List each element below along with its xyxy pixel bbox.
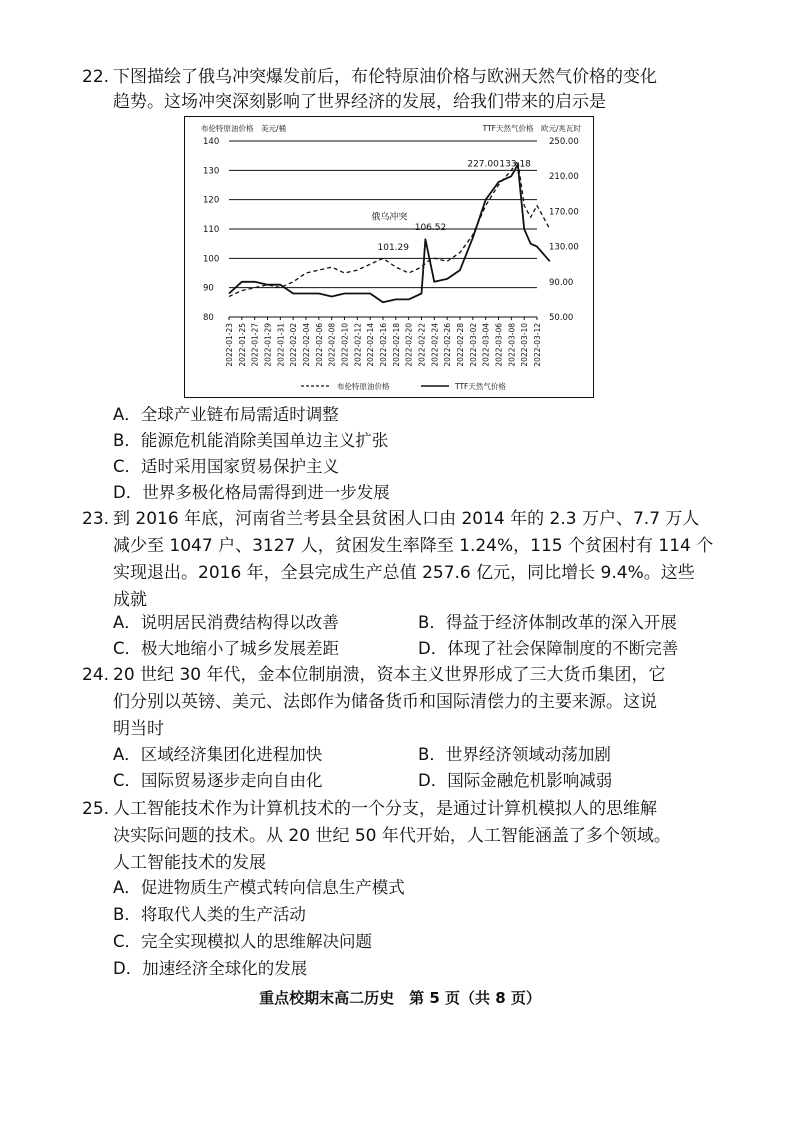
left-tick-label: 120 [203, 195, 220, 206]
price-chart [184, 116, 594, 398]
legend-label-brent: 布伦特原油价格 [337, 382, 390, 391]
x-tick-label: 2022-03-06 [494, 323, 504, 367]
question-25-option-a[interactable]: A．促进物质生产模式转向信息生产模式 [113, 878, 405, 897]
x-tick-label: 2022-02-20 [404, 323, 414, 367]
question-23-option-a[interactable]: A．说明居民消费结构得以改善 [113, 613, 339, 632]
x-tick-label: 2022-02-22 [417, 323, 427, 367]
data-label: 101.29 [377, 243, 410, 254]
x-tick-label: 2022-01-29 [263, 323, 273, 367]
data-label: 133.18 [499, 159, 531, 170]
page-footer: 重点校期末高二历史 第 5 页（共 8 页） [259, 989, 541, 1007]
left-tick-label: 110 [203, 225, 220, 235]
question-22-option-b[interactable]: B．能源危机能消除美国单边主义扩张 [113, 431, 389, 450]
x-tick-label: 2022-02-12 [353, 323, 363, 367]
left-tick-label: 130 [203, 166, 220, 177]
right-tick-label: 250.00 [549, 137, 579, 147]
x-tick-label: 2022-01-27 [250, 323, 260, 367]
question-23-option-d[interactable]: D．体现了社会保障制度的不断完善 [418, 639, 679, 658]
question-22-option-a[interactable]: A．全球产业链布局需适时调整 [113, 405, 339, 424]
question-24-text-line3: 明当时 [113, 719, 164, 739]
price-line-chart [185, 117, 592, 396]
question-23-option-c[interactable]: C．极大地缩小了城乡发展差距 [113, 639, 340, 658]
question-23-text-line3: 实现退出。2016 年，全县完成生产总值 257.6 亿元，同比增长 9.4%。这些 [113, 563, 695, 583]
question-25-option-d[interactable]: D．加速经济全球化的发展 [113, 959, 308, 978]
question-23-text-line2: 减少至 1047 户、3127 人，贫困发生率降至 1.24%，115 个贫困村有 114 个 [113, 536, 714, 556]
question-25-option-c[interactable]: C．完全实现模拟人的思维解决问题 [113, 932, 373, 951]
question-22-text-line1: 下图描绘了俄乌冲突爆发前后，布伦特原油价格与欧洲天然气价格的变化 [113, 67, 657, 87]
left-tick-label: 140 [203, 137, 220, 147]
question-24-text-line1: 20 世纪 30 年代，金本位制崩溃，资本主义世界形成了三大货币集团，它 [113, 665, 666, 685]
question-23-number: 23. [82, 509, 110, 529]
left-tick-label: 100 [203, 254, 220, 265]
x-tick-label: 2022-02-16 [379, 323, 388, 367]
question-24-text-line2: 们分别以英镑、美元、法郎作为储备货币和国际清偿力的主要来源。这说 [113, 692, 657, 712]
question-22-option-c[interactable]: C．适时采用国家贸易保护主义 [113, 457, 340, 476]
right-tick-label: 130.00 [549, 242, 579, 253]
question-25-text-line3: 人工智能技术的发展 [113, 853, 266, 873]
x-tick-label: 2022-02-24 [430, 323, 440, 367]
question-24-option-d[interactable]: D．国际金融危机影响减弱 [418, 771, 613, 790]
x-tick-label: 2022-02-06 [314, 323, 324, 367]
x-tick-label: 2022-02-18 [391, 323, 401, 367]
question-25-text-line1: 人工智能技术作为计算机技术的一个分支，是通过计算机模拟人的思维解 [113, 799, 657, 819]
ttf-gas-line [229, 165, 550, 303]
left-axis-label: 布伦特原油价格 美元/桶 [201, 124, 287, 133]
data-label: 俄乌冲突 [371, 212, 408, 223]
question-23-text-line1: 到 2016 年底，河南省兰考县全县贫困人口由 2014 年的 2.3 万户、7.7 万人 [113, 509, 700, 529]
x-tick-label: 2022-01-25 [237, 323, 247, 367]
x-tick-label: 2022-03-12 [533, 323, 542, 367]
question-23-option-b[interactable]: B．得益于经济体制改革的深入开展 [418, 613, 677, 632]
question-22-text-line2: 趋势。这场冲突深刻影响了世界经济的发展，给我们带来的启示是 [113, 92, 606, 112]
data-label: 227.00 [467, 159, 499, 170]
question-22-option-d[interactable]: D．世界多极化格局需得到进一步发展 [113, 483, 390, 502]
question-25-number: 25. [82, 799, 110, 819]
x-tick-label: 2022-02-04 [302, 323, 311, 367]
legend-label-ttf: TTF天然气价格 [455, 382, 506, 391]
right-tick-label: 50.00 [549, 313, 574, 323]
question-24-number: 24. [82, 665, 110, 685]
x-tick-label: 2022-02-02 [289, 323, 299, 367]
x-tick-label: 2022-03-10 [520, 323, 530, 367]
question-24-option-b[interactable]: B．世界经济领域动荡加剧 [418, 745, 611, 764]
left-tick-label: 80 [203, 313, 214, 323]
question-24-option-a[interactable]: A．区域经济集团化进程加快 [113, 745, 323, 764]
x-tick-label: 2022-02-10 [340, 323, 350, 367]
left-tick-label: 90 [203, 283, 214, 294]
x-tick-label: 2022-03-02 [468, 323, 478, 367]
x-tick-label: 2022-03-08 [507, 323, 517, 367]
x-tick-label: 2022-01-23 [225, 323, 234, 367]
x-tick-label: 2022-03-04 [481, 323, 491, 367]
right-tick-label: 90.00 [549, 277, 574, 288]
question-25-text-line2: 决实际问题的技术。从 20 世纪 50 年代开始，人工智能涵盖了多个领域。 [113, 826, 671, 846]
question-22-number: 22. [82, 67, 110, 87]
right-tick-label: 210.00 [549, 172, 579, 183]
data-label: 106.52 [414, 223, 447, 234]
question-25-option-b[interactable]: B．将取代人类的生产活动 [113, 905, 306, 924]
x-tick-label: 2022-02-08 [327, 323, 337, 367]
x-tick-label: 2022-01-31 [276, 323, 286, 367]
question-23-text-line4: 成就 [113, 590, 147, 610]
question-24-option-c[interactable]: C．国际贸易逐步走向自由化 [113, 771, 323, 790]
x-tick-label: 2022-02-26 [443, 323, 453, 367]
x-tick-label: 2022-02-28 [456, 323, 465, 367]
x-tick-label: 2022-02-14 [366, 323, 376, 367]
right-axis-label: TTF天然气价格 欧元/兆瓦时 [482, 124, 581, 133]
right-tick-label: 170.00 [549, 207, 579, 218]
